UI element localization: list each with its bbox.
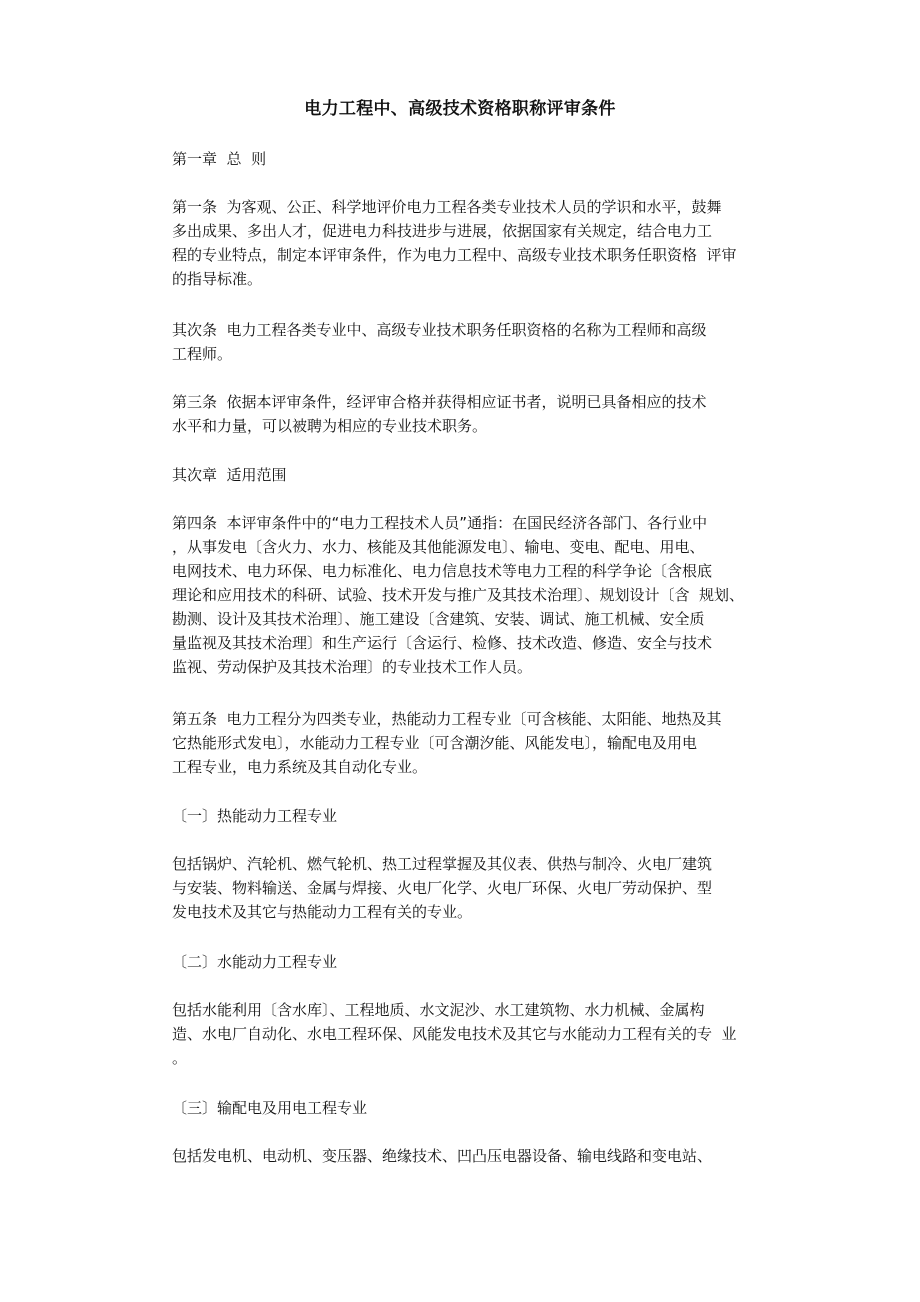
text-line: 包括发电机、电动机、变压器、绝缘技术、凹凸压电器设备、输电线路和变电站、 xyxy=(172,1147,713,1165)
text-line: 。 xyxy=(172,1049,188,1067)
text-line: 工程师。 xyxy=(172,345,233,363)
section-2-heading xyxy=(172,950,762,974)
text-line: 第一章 总 则 xyxy=(172,150,267,168)
text-line: 电网技术、电力环保、电力标准化、电力信息技术等电力工程的科学争论〔含根底 xyxy=(172,562,713,580)
text-line: 勘测、设计及其技术治理〕、施工建设〔含建筑、安装、调试、施工机械、安全质 xyxy=(172,610,705,628)
section-1-heading xyxy=(172,804,762,828)
text-line: 〔二〕水能动力工程专业 xyxy=(172,953,338,971)
text-line: 水平和力量，可以被聘为相应的专业技术职务。 xyxy=(172,417,488,435)
text-line: 发电技术及其它与热能动力工程有关的专业。 xyxy=(172,903,473,921)
article-2-paragraph xyxy=(172,318,762,366)
text-line: 第一条 为客观、公正、科学地评价电力工程各类专业技术人员的学识和水平，鼓舞 xyxy=(172,198,722,216)
section-3-paragraph xyxy=(172,1144,762,1168)
section-1-paragraph xyxy=(172,852,762,924)
text-line: 第三条 依据本评审条件，经评审合格并获得相应证书者，说明已具备相应的技术 xyxy=(172,393,707,411)
text-line: 〔三〕输配电及用电工程专业 xyxy=(172,1099,368,1117)
text-line: ，从事发电〔含火力、水力、核能及其他能源发电〕、输电、变电、配电、用电、 xyxy=(172,538,705,556)
text-line: 第五条 电力工程分为四类专业，热能动力工程专业〔可含核能、太阳能、地热及其 xyxy=(172,710,722,728)
text-line: 量监视及其技术治理〕和生产运行〔含运行、检修、技术改造、修造、安全与技术 xyxy=(172,634,713,652)
text-line: 其次章 适用范围 xyxy=(172,466,287,484)
text-line: 多出成果、多出人才，促进电力科技进步与进展，依据国家有关规定，结合电力工 xyxy=(172,222,713,240)
text-line: 监视、劳动保护及其技术治理〕的专业技术工作人员。 xyxy=(172,658,533,676)
text-line: 工程专业，电力系统及其自动化专业。 xyxy=(172,758,428,776)
text-line: 它热能形式发电〕，水能动力工程专业〔可含潮汐能、风能发电〕，输配电及用电 xyxy=(172,734,698,752)
text-line: 包括水能利用〔含水库〕、工程地质、水文泥沙、水工建筑物、水力机械、金属构 xyxy=(172,1001,705,1019)
article-5-paragraph xyxy=(172,707,762,779)
text-line: 〔一〕热能动力工程专业 xyxy=(172,807,338,825)
text-line: 包括锅炉、汽轮机、燃气轮机、热工过程掌握及其仪表、供热与制冷、火电厂建筑 xyxy=(172,855,713,873)
text-line: 与安装、物料输送、金属与焊接、火电厂化学、火电厂环保、火电厂劳动保护、型 xyxy=(172,879,713,897)
article-1-paragraph xyxy=(172,195,762,291)
text-line: 程的专业特点，制定本评审条件，作为电力工程中、高级专业技术职务任职资格 评审 xyxy=(172,246,737,264)
article-4-paragraph xyxy=(172,511,762,679)
chapter-heading-2 xyxy=(172,463,762,487)
article-3-paragraph xyxy=(172,390,762,438)
text-line: 造、水电厂自动化、水电工程环保、风能发电技术及其它与水能动力工程有关的专 业 xyxy=(172,1025,737,1043)
text-line: 理论和应用技术的科研、试验、技术开发与推广及其技术治理〕、规划设计〔含 规划、 xyxy=(172,586,745,604)
chapter-heading-1 xyxy=(172,147,762,171)
text-line: 的指导标准。 xyxy=(172,270,263,288)
section-2-paragraph xyxy=(172,998,762,1070)
section-3-heading xyxy=(172,1096,762,1120)
text-line: 其次条 电力工程各类专业中、高级专业技术职务任职资格的名称为工程师和高级 xyxy=(172,321,707,339)
document-title: 电力工程中、高级技术资格职称评审条件 xyxy=(304,99,616,119)
text-line: 第四条 本评审条件中的“电力工程技术人员”通指：在国民经济各部门、各行业中 xyxy=(172,514,708,532)
